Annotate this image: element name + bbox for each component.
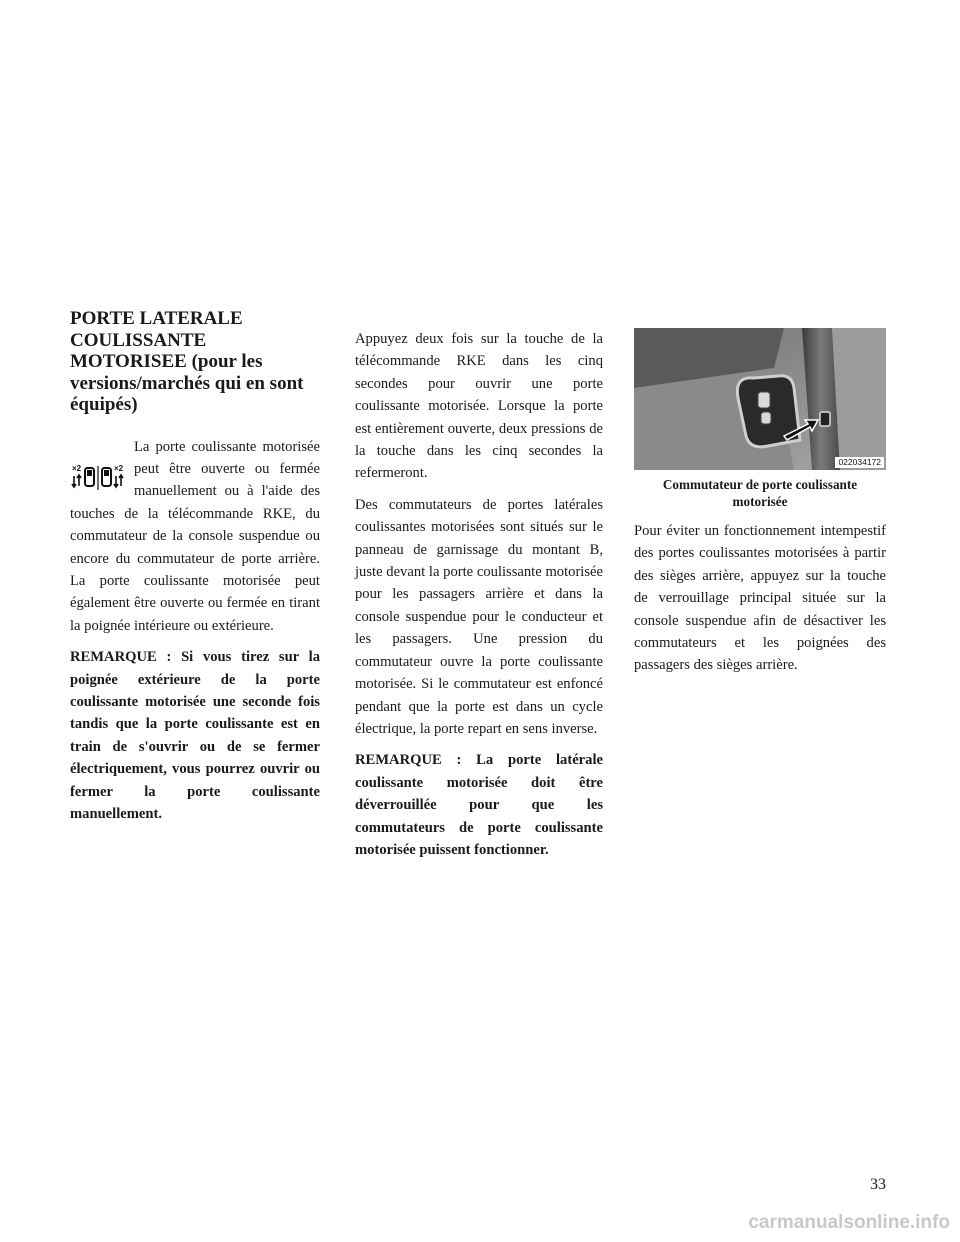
switch-location-paragraph: Des commutateurs de portes latérales coulissantes motorisées sont situés sur le panneau de garnissage du montant B, juste devant la porte coulissante motorisée pour les passagers arrière et dans la console suspendue pour le conducteur et les passagers. Une pression du commutateur ouvre la porte coulissante motorisée. Si le commutateur est enfoncé pendant que la porte est dans un cycle électrique, la porte repart en sens inverse.: [355, 496, 603, 737]
note-manual-operation: REMARQUE : Si vous tirez sur la poignée extérieure de la porte coulissante motorisée une seconde fois tandis que la porte coulissante est en train de s'ouvrir ou de se fermer électriquement, vous pourrez ouvrir ou fermer la porte coulissante manuellement.: [70, 649, 320, 822]
column-left: [70, 308, 320, 834]
photo-caption: Commutateur de porte coulissante motorisée: [662, 477, 858, 509]
sliding-door-switch-photo: [634, 328, 886, 470]
rke-paragraph: Appuyez deux fois sur la touche de la télécommande RKE dans les cinq secondes pour ouvrir une porte coulissante motorisée. Lorsque la porte est entièrement ouverte, deux pressions de la touche dans les cinq secondes la refermeront.: [355, 331, 603, 482]
photo-reference-id: 022034172: [835, 457, 884, 468]
column-middle: [355, 328, 603, 870]
column-right: [634, 328, 886, 686]
watermark: carmanualsonline.info: [748, 1212, 950, 1233]
note-unlock-required: REMARQUE : La porte latérale coulissante motorisée doit être déverrouillée pour que les commutateurs de porte coulissante motorisée puissent fonctionner.: [355, 752, 603, 858]
power-sliding-door-icon: [70, 438, 128, 500]
icon-label-left: ×2: [72, 463, 82, 473]
section-title: PORTE LATERALE COULISSANTE MOTORISEE (pour les versions/marchés qui en sont équipés): [70, 308, 304, 415]
page-number: 33: [870, 1176, 886, 1193]
icon-label-right: ×2: [114, 463, 124, 473]
intro-paragraph: La porte coulissante motorisée peut être ouverte ou fermée manuellement ou à l'aide des touches de la télécommande RKE, du commutateur de la console suspendue ou encore du commutateur de porte arrière. La porte coulissante motorisée peut également être ouverte ou fermée en tirant la poignée intérieure ou extérieure.: [70, 438, 320, 634]
lockout-paragraph: Pour éviter un fonctionnement intempestif des portes coulissantes motorisées à partir des sièges arrière, appuyez sur la touche de verrouillage principal située sur la console suspendue afin de désactiver les commutateurs et les poignées des passagers des sièges arrière.: [634, 523, 886, 674]
